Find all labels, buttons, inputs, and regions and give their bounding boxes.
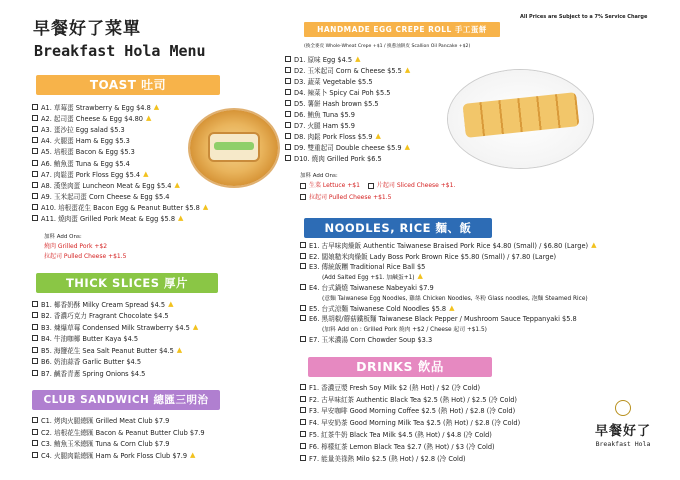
menu-item <box>300 271 670 281</box>
menu-item[interactable] <box>300 334 670 344</box>
item-checkbox[interactable] <box>32 358 38 364</box>
menu-item-label: C1. 烤肉火腿總匯 Grilled Meat Club $7.9 <box>41 416 170 425</box>
menu-item-label: F4. 早安奶茶 Good Morning Milk Tea $2.5 (熱 Hot) / $2.8 (冷 Cold) <box>309 419 521 428</box>
menu-item-label: D2. 玉米起司 Corn & Cheese $5.5 <box>294 66 402 75</box>
menu-item-label: C4. 火腿肉鬆總匯 Ham & Pork Floss Club $7.9 <box>41 452 188 461</box>
menu-item-label: D3. 蔬菜 Vegetable $5.5 <box>294 77 373 86</box>
item-checkbox[interactable] <box>32 370 38 376</box>
recommended-icon: ▲ <box>404 65 411 74</box>
recommended-icon: ▲ <box>355 54 361 63</box>
menu-item[interactable] <box>300 313 670 323</box>
egg-crepe-subnote: (換全麥皮 Whole-Wheat Crepe +$1 / 換蔥油餅皮 Scallion Oil Pancake +$2) <box>304 44 471 49</box>
menu-item-label: E2. 闆娘糙米肉燥飯 Lady Boss Pork Brown Rice $5.80 (Small) / $7.80 (Large) <box>309 252 557 261</box>
item-checkbox[interactable] <box>300 263 306 269</box>
item-checkbox[interactable] <box>285 67 291 73</box>
menu-item-label: F1. 香濃豆漿 Fresh Soy Milk $2 (熱 Hot) / $2 (冷 Cold) <box>309 383 481 392</box>
item-checkbox[interactable] <box>32 115 38 121</box>
menu-item-label: E5. 台式涼麵 Taiwanese Cold Noodles $5.8 <box>309 304 447 313</box>
menu-item-label: E4. 台式鍋燒 Taiwanese Nabeyaki $7.9 <box>309 283 434 292</box>
item-checkbox[interactable] <box>32 182 38 188</box>
menu-item-label: (Add Salted Egg +$1. 加鹹蛋+1) <box>322 274 415 281</box>
menu-item[interactable] <box>285 53 485 64</box>
drinks-list <box>300 381 575 464</box>
menu-item[interactable] <box>300 440 575 452</box>
menu-item-label: D1. 原味 Egg $4.5 <box>294 55 353 64</box>
toast-addon-title: 加料 Add Ons: <box>44 234 82 240</box>
item-checkbox[interactable] <box>32 301 38 307</box>
menu-item[interactable] <box>285 141 485 152</box>
egg-crepe-addons <box>300 172 520 202</box>
menu-item-label: A6. 鮪魚蛋 Tuna & Egg $5.4 <box>41 159 130 168</box>
menu-item-label: B7. 鹹香青蔥 Spring Onions $4.5 <box>41 369 146 378</box>
menu-item[interactable] <box>300 282 670 292</box>
recommended-icon: ▲ <box>178 214 184 223</box>
title-en: Breakfast Hola Menu <box>34 42 206 60</box>
item-checkbox[interactable] <box>300 315 306 321</box>
menu-item-label: B5. 海鹽花生 Sea Salt Peanut Butter $4.5 <box>41 346 174 355</box>
recommended-icon: ▲ <box>417 272 423 281</box>
recommended-icon: ▲ <box>449 303 455 312</box>
item-checkbox[interactable] <box>285 56 291 62</box>
menu-item-label: (意麵 Taiwanese Egg Noodles, 雞絲 Chicken Noodles, 冬粉 Glass noodles, 泡麵 Steamed Rice) <box>322 295 588 302</box>
toast-addon-1: 燒肉 Grilled Pork +$2 <box>44 243 108 251</box>
recommended-icon: ▲ <box>174 180 180 189</box>
item-checkbox[interactable] <box>32 440 38 446</box>
item-checkbox[interactable] <box>300 284 306 290</box>
noodles-rice-list <box>300 240 670 344</box>
menu-item-label: A9. 玉米起司蛋 Corn Cheese & Egg $5.4 <box>41 193 170 202</box>
menu-item-label: B1. 椰香奶酥 Milky Cream Spread $4.5 <box>41 300 166 309</box>
item-checkbox[interactable] <box>285 133 291 139</box>
addon-checkbox[interactable] <box>300 194 306 200</box>
recommended-icon: ▲ <box>153 102 160 111</box>
menu-item[interactable] <box>32 333 222 345</box>
menu-item[interactable] <box>285 64 485 75</box>
item-checkbox[interactable] <box>300 443 306 449</box>
menu-item-label: D6. 鮪魚 Tuna $5.9 <box>294 110 355 119</box>
menu-item[interactable] <box>300 452 575 464</box>
menu-item[interactable] <box>32 112 222 123</box>
item-checkbox[interactable] <box>285 89 291 95</box>
item-checkbox[interactable] <box>32 215 38 221</box>
item-checkbox[interactable] <box>285 155 291 161</box>
thick-slices-header: THICK SLICES 厚片 <box>36 273 218 293</box>
item-checkbox[interactable] <box>32 193 38 199</box>
brand-cn: 早餐好了 <box>594 424 651 439</box>
title-cn: 早餐好了菜單 <box>33 19 141 39</box>
menu-item[interactable] <box>32 168 222 179</box>
menu-item-label: E1. 古早味肉燥飯 Authentic Taiwanese Braised Pork Rice $4.80 (Small) / $6.80 (Large) <box>309 242 589 251</box>
menu-item[interactable] <box>32 321 222 333</box>
item-checkbox[interactable] <box>32 324 38 330</box>
menu-item[interactable] <box>32 101 222 112</box>
menu-item[interactable] <box>300 381 575 393</box>
item-checkbox[interactable] <box>285 144 291 150</box>
menu-item[interactable] <box>32 298 222 310</box>
item-checkbox[interactable] <box>32 452 38 458</box>
menu-item[interactable] <box>285 152 485 163</box>
item-checkbox[interactable] <box>300 305 306 311</box>
menu-item <box>300 323 670 333</box>
sun-icon <box>615 400 631 416</box>
menu-item-label: D9. 雙重起司 Double cheese $5.9 <box>294 143 402 152</box>
egg-crepe-addon-1: 生菜 Lettuce +$1 <box>309 182 360 190</box>
item-checkbox[interactable] <box>300 384 306 390</box>
menu-item-label: F7. 能量美祿熱 Milo $2.5 (熱 Hot) / $2.8 (冷 Cold) <box>309 454 466 463</box>
menu-item[interactable] <box>300 405 575 417</box>
recommended-icon: ▲ <box>146 113 152 122</box>
menu-item[interactable] <box>32 438 282 450</box>
menu-item-label: D4. 辣菜卜 Spicy Cai Poh $5.5 <box>294 88 391 97</box>
menu-item[interactable] <box>32 367 222 379</box>
menu-item[interactable] <box>300 261 670 271</box>
brand-en: Breakfast Hola <box>595 440 651 448</box>
toast-addon-2: 拉起司 Pulled Cheese +$1.5 <box>44 252 127 260</box>
addon-checkbox[interactable] <box>368 183 374 189</box>
menu-item-label: D5. 薯餅 Hash brown $5.5 <box>294 99 379 108</box>
menu-item-label: A1. 草莓蛋 Strawberry & Egg $4.8 <box>41 103 151 112</box>
menu-item-label: A8. 漢堡肉蛋 Luncheon Meat & Egg $5.4 <box>41 181 172 190</box>
menu-item-label: B3. 煉爆草莓 Condensed Milk Strawberry $4.5 <box>41 323 190 332</box>
menu-item-label: E7. 玉米濃湯 Corn Chowder Soup $3.3 <box>309 335 433 344</box>
menu-item[interactable] <box>300 416 575 428</box>
menu-item[interactable] <box>285 86 485 97</box>
menu-item-label: F5. 紅茶牛奶 Black Tea Milk $4.5 (熱 Hot) / $4.8 (冷 Cold) <box>309 431 492 440</box>
brand-logo <box>583 400 663 470</box>
menu-item-label: B4. 牛油咖椰 Butter Kaya $4.5 <box>41 335 139 344</box>
item-checkbox[interactable] <box>300 396 306 402</box>
menu-item-label: A11. 燒肉蛋 Grilled Pork Meat & Egg $5.8 <box>41 215 176 224</box>
menu-item-label: A2. 起司蛋 Cheese & Egg $4.80 <box>41 114 144 123</box>
menu-item[interactable] <box>300 302 670 312</box>
menu-item-label: D7. 火腿 Ham $5.9 <box>294 121 355 130</box>
menu-item <box>300 292 670 302</box>
item-checkbox[interactable] <box>32 104 38 110</box>
menu-item-label: C3. 鮪魚玉米總匯 Tuna & Corn Club $7.9 <box>41 440 170 449</box>
menu-item-label: E6. 黑胡椒/蘑菇鐵板麵 Taiwanese Black Pepper / Mushroom Sauce Teppanyaki $5.8 <box>309 314 577 323</box>
recommended-icon: ▲ <box>176 345 183 354</box>
item-checkbox[interactable] <box>300 419 306 425</box>
item-checkbox[interactable] <box>32 417 38 423</box>
recommended-icon: ▲ <box>192 322 199 331</box>
menu-item-label: A5. 培根蛋 Bacon & Egg $5.3 <box>41 148 135 157</box>
toast-photo <box>190 110 278 186</box>
crepe-photo <box>448 70 593 168</box>
item-checkbox[interactable] <box>32 347 38 353</box>
item-checkbox[interactable] <box>32 312 38 318</box>
menu-item-label: D8. 肉鬆 Pork Floss $5.9 <box>294 132 373 141</box>
item-checkbox[interactable] <box>300 431 306 437</box>
menu-item[interactable] <box>300 250 670 260</box>
menu-item[interactable] <box>32 213 222 224</box>
addon-checkbox[interactable] <box>300 183 306 189</box>
recommended-icon: ▲ <box>375 131 381 140</box>
drinks-header: DRINKS 飲品 <box>308 357 492 377</box>
item-checkbox[interactable] <box>32 204 38 210</box>
menu-item-label: (加料 Add on : Grilled Pork 燒肉 +$2 / Cheese 起司 +$1.5) <box>322 326 487 333</box>
menu-item[interactable] <box>300 428 575 440</box>
item-checkbox[interactable] <box>32 126 38 132</box>
item-checkbox[interactable] <box>32 171 38 177</box>
menu-item-label: A7. 肉鬆蛋 Pork Floss Egg $5.4 <box>41 170 141 179</box>
menu-item-label: A3. 蛋沙拉 Egg salad $5.3 <box>41 125 125 134</box>
menu-item-label: B6. 奶油蒜香 Garlic Butter $4.5 <box>41 358 142 367</box>
recommended-icon: ▲ <box>202 203 209 212</box>
thick-slices-list <box>32 298 222 379</box>
item-checkbox[interactable] <box>285 111 291 117</box>
recommended-icon: ▲ <box>168 299 174 308</box>
item-checkbox[interactable] <box>300 336 306 342</box>
toast-addons <box>44 233 126 261</box>
item-checkbox[interactable] <box>285 78 291 84</box>
menu-item[interactable] <box>32 414 282 426</box>
item-checkbox[interactable] <box>32 335 38 341</box>
item-checkbox[interactable] <box>32 137 38 143</box>
menu-item-label: F6. 檸檬紅茶 Lemon Black Tea $2.7 (熱 Hot) / $3 (冷 Cold) <box>309 442 495 451</box>
menu-item[interactable] <box>32 449 282 461</box>
egg-crepe-addon-3: 拉起司 Pulled Cheese +$1.5 <box>309 193 392 201</box>
club-sandwich-list <box>32 414 282 461</box>
recommended-icon: ▲ <box>190 451 196 460</box>
toast-header: TOAST 吐司 <box>36 75 220 95</box>
menu-item[interactable] <box>32 202 222 213</box>
recommended-icon: ▲ <box>591 241 597 250</box>
item-checkbox[interactable] <box>285 100 291 106</box>
noodles-rice-header: NOODLES, RICE 麵、飯 <box>304 218 492 238</box>
menu-item-label: B2. 香濃巧克力 Fragrant Chocolate $4.5 <box>41 312 169 321</box>
menu-item-label: A4. 火腿蛋 Ham & Egg $5.3 <box>41 137 130 146</box>
egg-crepe-addon-title: 加料 Add Ons: <box>300 173 338 179</box>
menu-item-label: F2. 古早味紅茶 Authentic Black Tea $2.5 (熱 Hot) / $2.5 (冷 Cold) <box>309 395 517 404</box>
club-sandwich-header: CLUB SANDWICH 總匯三明治 <box>32 390 220 410</box>
item-checkbox[interactable] <box>300 407 306 413</box>
menu-item[interactable] <box>32 356 222 368</box>
menu-item[interactable] <box>32 426 282 438</box>
item-checkbox[interactable] <box>300 455 306 461</box>
menu-item-label: D10. 燒肉 Grilled Pork $6.5 <box>294 154 382 163</box>
menu-item[interactable] <box>300 393 575 405</box>
item-checkbox[interactable] <box>285 122 291 128</box>
menu-item-label: C2. 培根花生總匯 Bacon & Peanut Butter Club $7.9 <box>41 428 205 437</box>
menu-item[interactable] <box>32 310 222 322</box>
menu-item[interactable] <box>300 240 670 250</box>
item-checkbox[interactable] <box>32 160 38 166</box>
menu-item-label: F3. 早安咖啡 Good Morning Coffee $2.5 (熱 Hot) / $2.8 (冷 Cold) <box>309 407 516 416</box>
item-checkbox[interactable] <box>300 242 306 248</box>
menu-item[interactable] <box>32 179 222 190</box>
menu-item[interactable] <box>32 344 222 356</box>
egg-crepe-addon-2: 片起司 Sliced Cheese +$1. <box>376 182 456 190</box>
menu-item[interactable] <box>32 191 222 202</box>
item-checkbox[interactable] <box>300 253 306 259</box>
menu-item-label: A10. 培根蛋花生 Bacon Egg & Peanut Butter $5.8 <box>41 204 200 213</box>
item-checkbox[interactable] <box>32 429 38 435</box>
service-note: All Prices are Subject to a 7% Service Charge <box>520 14 648 20</box>
item-checkbox[interactable] <box>32 148 38 154</box>
recommended-icon: ▲ <box>143 169 149 178</box>
menu-item-label: E3. 傳統飯糰 Traditional Rice Ball $5 <box>309 262 426 271</box>
recommended-icon: ▲ <box>404 142 410 151</box>
egg-crepe-header: HANDMADE EGG CREPE ROLL 手工蛋餅 <box>304 22 500 37</box>
menu-item[interactable] <box>285 75 485 86</box>
